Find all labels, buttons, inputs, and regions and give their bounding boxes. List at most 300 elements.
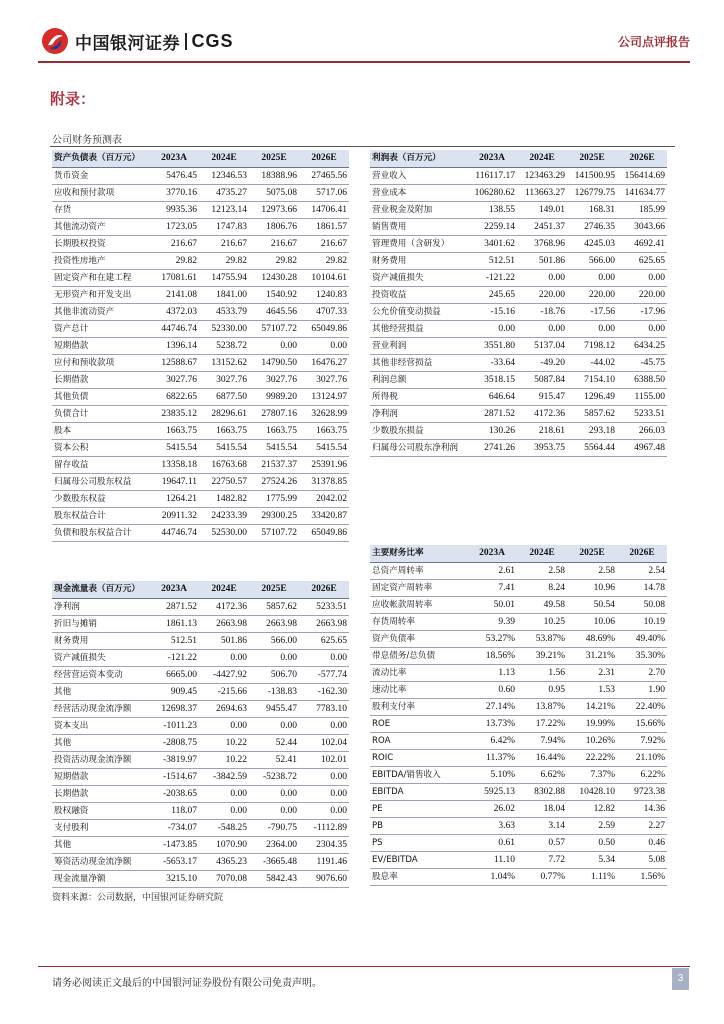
table-row: [370, 371, 667, 388]
year-header: 2023A: [149, 581, 199, 598]
row-label: 货币资金: [52, 167, 149, 184]
row-label: 其他非流动资产: [52, 303, 149, 320]
row-label: EBITDA/销售收入: [370, 766, 467, 783]
cell-value: 6.42%: [467, 732, 517, 749]
row-label: 营业税金及附加: [370, 201, 467, 218]
cell-value: 2.58: [517, 562, 567, 579]
cell-value: 0.00: [249, 649, 299, 666]
cell-value: -49.20: [517, 354, 567, 371]
cell-value: -15.16: [467, 303, 517, 320]
cell-value: 625.65: [299, 632, 349, 649]
cell-value: -4427.92: [199, 666, 249, 683]
cell-value: 15.66%: [617, 715, 667, 732]
cell-value: 5087.84: [517, 371, 567, 388]
cell-value: 1663.75: [249, 422, 299, 439]
cell-value: 22.40%: [617, 698, 667, 715]
table-title: 利润表（百万元）: [370, 150, 467, 167]
table-row: [370, 422, 667, 439]
cell-value: 5857.62: [567, 405, 617, 422]
cell-value: 646.64: [467, 388, 517, 405]
cell-value: 17.22%: [517, 715, 567, 732]
cell-value: -18.76: [517, 303, 567, 320]
cell-value: 9723.38: [617, 783, 667, 800]
cell-value: 10428.10: [567, 783, 617, 800]
cell-value: 2364.00: [249, 836, 299, 853]
row-label: 少数股东损益: [370, 422, 467, 439]
cell-value: 14706.41: [299, 201, 349, 218]
cell-value: 22.22%: [567, 749, 617, 766]
year-header: 2024E: [199, 581, 249, 598]
cell-value: 50.08: [617, 596, 667, 613]
cell-value: 2.70: [617, 664, 667, 681]
row-label: 投资收益: [370, 286, 467, 303]
row-label: 资产负债率: [370, 630, 467, 647]
cell-value: 501.86: [517, 252, 567, 269]
cell-value: -121.22: [467, 269, 517, 286]
cell-value: 3043.66: [617, 218, 667, 235]
cell-value: 10.19: [617, 613, 667, 630]
cell-value: 6822.65: [149, 388, 199, 405]
cell-value: 27807.16: [249, 405, 299, 422]
cell-value: 216.67: [199, 235, 249, 252]
cell-value: 10.22: [199, 751, 249, 768]
table-row: [52, 269, 349, 286]
cell-value: 13124.97: [299, 388, 349, 405]
cell-value: 10104.61: [299, 269, 349, 286]
row-label: 销售费用: [370, 218, 467, 235]
row-label: 营业利润: [370, 337, 467, 354]
table-row: [52, 598, 349, 615]
table-row: [370, 647, 667, 664]
cell-value: 5233.51: [299, 598, 349, 615]
row-label: PE: [370, 800, 467, 817]
cell-value: 18.04: [517, 800, 567, 817]
cell-value: 4172.36: [199, 598, 249, 615]
cell-value: 0.00: [299, 768, 349, 785]
cell-value: 6.62%: [517, 766, 567, 783]
cell-value: 12588.67: [149, 354, 199, 371]
table-row: [370, 715, 667, 732]
cell-value: 52.44: [249, 734, 299, 751]
cell-value: 6877.50: [199, 388, 249, 405]
row-label: 短期借款: [52, 768, 149, 785]
cell-value: 1.56%: [617, 868, 667, 885]
cell-value: 12430.28: [249, 269, 299, 286]
cell-value: 0.00: [199, 802, 249, 819]
table-row: [52, 649, 349, 666]
cell-value: 3027.76: [299, 371, 349, 388]
cell-value: 1723.05: [149, 218, 199, 235]
cell-value: 3401.62: [467, 235, 517, 252]
cell-value: 29300.25: [249, 507, 299, 524]
cell-value: 52530.00: [199, 524, 249, 541]
cell-value: 138.55: [467, 201, 517, 218]
cell-value: 0.00: [199, 649, 249, 666]
row-label: 归属母公司股东权益: [52, 473, 149, 490]
cell-value: 13.87%: [517, 698, 567, 715]
row-label: 支付股利: [52, 819, 149, 836]
row-label: 负债和股东权益合计: [52, 524, 149, 541]
cell-value: -138.83: [249, 683, 299, 700]
row-label: 其他: [52, 734, 149, 751]
cell-value: 11.10: [467, 851, 517, 868]
cell-value: 44746.74: [149, 320, 199, 337]
cell-value: 1540.92: [249, 286, 299, 303]
row-label: 应收和预付款项: [52, 184, 149, 201]
table-header-row: [52, 581, 349, 598]
cell-value: 0.50: [567, 834, 617, 851]
table-caption: 公司财务预测表: [52, 135, 122, 146]
cell-value: 1.04%: [467, 868, 517, 885]
table-row: [370, 800, 667, 817]
row-label: 管理费用（含研发）: [370, 235, 467, 252]
table-header-row: [370, 545, 667, 562]
cell-value: 0.00: [517, 269, 567, 286]
cell-value: 116117.17: [467, 167, 517, 184]
cell-value: 220.00: [567, 286, 617, 303]
row-label: 财务费用: [370, 252, 467, 269]
cell-value: -45.75: [617, 354, 667, 371]
cell-value: 12698.37: [149, 700, 199, 717]
table-row: [52, 524, 349, 541]
cell-value: 57107.72: [249, 524, 299, 541]
row-label: 长期借款: [52, 785, 149, 802]
row-label: 应付和预收款项: [52, 354, 149, 371]
cell-value: -548.25: [199, 819, 249, 836]
cell-value: 23835.12: [149, 405, 199, 422]
cell-value: 4372.03: [149, 303, 199, 320]
cell-value: 566.00: [567, 252, 617, 269]
row-label: 资产总计: [52, 320, 149, 337]
cell-value: 8.24: [517, 579, 567, 596]
table-row: [370, 201, 667, 218]
cell-value: 33420.87: [299, 507, 349, 524]
cell-value: 0.00: [199, 717, 249, 734]
cell-value: 3518.15: [467, 371, 517, 388]
table-row: [370, 269, 667, 286]
row-label: 净利润: [370, 405, 467, 422]
table-row: [370, 320, 667, 337]
cell-value: 2.61: [467, 562, 517, 579]
cell-value: 9989.20: [249, 388, 299, 405]
cell-value: 3953.75: [517, 439, 567, 456]
row-label: EV/EBITDA: [370, 851, 467, 868]
cell-value: 5415.54: [149, 439, 199, 456]
cell-value: 3215.10: [149, 870, 199, 887]
cell-value: 0.00: [249, 337, 299, 354]
row-label: 短期借款: [52, 337, 149, 354]
row-label: 股东权益合计: [52, 507, 149, 524]
table-row: [370, 851, 667, 868]
cell-value: 0.00: [467, 320, 517, 337]
cell-value: 16476.27: [299, 354, 349, 371]
cell-value: 156414.69: [617, 167, 667, 184]
cell-value: 21537.37: [249, 456, 299, 473]
row-label: 财务费用: [52, 632, 149, 649]
cell-value: 52.41: [249, 751, 299, 768]
table-row: [370, 337, 667, 354]
table-row: [370, 698, 667, 715]
cell-value: -3819.97: [149, 751, 199, 768]
cell-value: 1.90: [617, 681, 667, 698]
row-label: 经营营运资本变动: [52, 666, 149, 683]
cell-value: -2038.65: [149, 785, 199, 802]
company-logo: [40, 26, 234, 56]
table-row: [370, 405, 667, 422]
row-label: 少数股东权益: [52, 490, 149, 507]
cell-value: 218.61: [517, 422, 567, 439]
cell-value: 7154.10: [567, 371, 617, 388]
table-row: [370, 783, 667, 800]
table-row: [52, 853, 349, 870]
table-row: [52, 717, 349, 734]
table-row: [52, 201, 349, 218]
table-row: [370, 562, 667, 579]
cell-value: 7070.08: [199, 870, 249, 887]
cell-value: 57107.72: [249, 320, 299, 337]
row-label: 其他流动资产: [52, 218, 149, 235]
cell-value: 1396.14: [149, 337, 199, 354]
cell-value: 9.39: [467, 613, 517, 630]
cell-value: 106280.62: [467, 184, 517, 201]
cell-value: 5415.54: [199, 439, 249, 456]
cell-value: -3842.59: [199, 768, 249, 785]
table-row: [52, 836, 349, 853]
cell-value: 31378.85: [299, 473, 349, 490]
logo-chinese-name: 中国银河证券: [75, 33, 180, 54]
cell-value: 29.82: [149, 252, 199, 269]
cell-value: 27.14%: [467, 698, 517, 715]
cell-value: 29.82: [249, 252, 299, 269]
table-row: [52, 388, 349, 405]
row-label: 其他非经营损益: [370, 354, 467, 371]
cell-value: 1747.83: [199, 218, 249, 235]
cell-value: 5075.08: [249, 184, 299, 201]
row-label: 营业收入: [370, 167, 467, 184]
cell-value: 4245.03: [567, 235, 617, 252]
cell-value: 4365.23: [199, 853, 249, 870]
cell-value: 0.00: [617, 269, 667, 286]
row-label: 归属母公司股东净利润: [370, 439, 467, 456]
cell-value: 102.01: [299, 751, 349, 768]
cell-value: 6665.00: [149, 666, 199, 683]
row-label: 无形资产和开发支出: [52, 286, 149, 303]
cell-value: 18.56%: [467, 647, 517, 664]
table-row: [370, 868, 667, 885]
table-row: [370, 732, 667, 749]
cell-value: 29.82: [299, 252, 349, 269]
cell-value: 2042.02: [299, 490, 349, 507]
cell-value: 48.69%: [567, 630, 617, 647]
cell-value: 1663.75: [199, 422, 249, 439]
cell-value: 14755.94: [199, 269, 249, 286]
table-row: [52, 666, 349, 683]
table-row: [370, 218, 667, 235]
cell-value: 2.59: [567, 817, 617, 834]
row-label: 应收帐款周转率: [370, 596, 467, 613]
row-label: 其他: [52, 836, 149, 853]
cell-value: 1.13: [467, 664, 517, 681]
table-row: [370, 766, 667, 783]
row-label: 流动比率: [370, 664, 467, 681]
cell-value: 1861.57: [299, 218, 349, 235]
cell-value: -1011.23: [149, 717, 199, 734]
logo-english-name: CGS: [191, 30, 234, 51]
cell-value: 22750.57: [199, 473, 249, 490]
year-header: 2026E: [617, 150, 667, 167]
cell-value: 10.26%: [567, 732, 617, 749]
year-header: 2025E: [249, 150, 299, 167]
cell-value: -1514.67: [149, 768, 199, 785]
cell-value: -17.56: [567, 303, 617, 320]
table-row: [370, 303, 667, 320]
financial-ratios-table: [370, 545, 667, 886]
table-row: [52, 337, 349, 354]
table-header-row: [52, 150, 349, 167]
page-number: 3: [672, 968, 689, 990]
cell-value: 0.00: [517, 320, 567, 337]
cell-value: 566.00: [249, 632, 299, 649]
cell-value: 0.00: [199, 785, 249, 802]
row-label: 营业成本: [370, 184, 467, 201]
cell-value: 4967.48: [617, 439, 667, 456]
cell-value: -33.64: [467, 354, 517, 371]
year-header: 2026E: [299, 581, 349, 598]
cell-value: 501.86: [199, 632, 249, 649]
cell-value: 14.78: [617, 579, 667, 596]
cell-value: 6388.50: [617, 371, 667, 388]
cell-value: 0.60: [467, 681, 517, 698]
cell-value: 0.00: [299, 785, 349, 802]
cell-value: 506.70: [249, 666, 299, 683]
cell-value: 266.03: [617, 422, 667, 439]
cell-value: 26.02: [467, 800, 517, 817]
cell-value: 0.00: [567, 320, 617, 337]
cell-value: 27465.56: [299, 167, 349, 184]
balance-sheet-table: [52, 150, 349, 542]
cell-value: 2141.08: [149, 286, 199, 303]
row-label: 其他经营损益: [370, 320, 467, 337]
cell-value: 52330.00: [199, 320, 249, 337]
row-label: 存货: [52, 201, 149, 218]
row-label: EBITDA: [370, 783, 467, 800]
cell-value: 5842.43: [249, 870, 299, 887]
cell-value: 5476.45: [149, 167, 199, 184]
cell-value: 1264.21: [149, 490, 199, 507]
cell-value: 3027.76: [199, 371, 249, 388]
table-row: [370, 749, 667, 766]
cell-value: 2.58: [567, 562, 617, 579]
cell-value: 5.34: [567, 851, 617, 868]
cell-value: 21.10%: [617, 749, 667, 766]
table-row: [370, 354, 667, 371]
table-row: [52, 751, 349, 768]
year-header: 2023A: [467, 545, 517, 562]
cell-value: 3768.96: [517, 235, 567, 252]
cell-value: 5137.04: [517, 337, 567, 354]
table-row: [370, 184, 667, 201]
row-label: 筹资活动现金流净额: [52, 853, 149, 870]
cell-value: 220.00: [517, 286, 567, 303]
table-row: [52, 235, 349, 252]
table-row: [52, 734, 349, 751]
cell-value: 1806.76: [249, 218, 299, 235]
cell-value: 11.37%: [467, 749, 517, 766]
table-row: [370, 613, 667, 630]
cell-value: 0.00: [617, 320, 667, 337]
table-row: [370, 235, 667, 252]
table-row: [52, 490, 349, 507]
row-label: 股本: [52, 422, 149, 439]
cell-value: -121.22: [149, 649, 199, 666]
table-row: [370, 388, 667, 405]
cell-value: 35.30%: [617, 647, 667, 664]
cell-value: 4172.36: [517, 405, 567, 422]
cell-value: 216.67: [149, 235, 199, 252]
cell-value: 2451.37: [517, 218, 567, 235]
row-label: 资本支出: [52, 717, 149, 734]
table-row: [52, 354, 349, 371]
cell-value: 19647.11: [149, 473, 199, 490]
table-row: [52, 700, 349, 717]
table-row: [52, 785, 349, 802]
table-row: [52, 303, 349, 320]
cell-value: 245.65: [467, 286, 517, 303]
cell-value: 7198.12: [567, 337, 617, 354]
cell-value: 0.57: [517, 834, 567, 851]
table-row: [370, 167, 667, 184]
cell-value: 168.31: [567, 201, 617, 218]
cell-value: 5233.51: [617, 405, 667, 422]
table-title: 现金流量表（百万元）: [52, 581, 149, 598]
table-title: 资产负债表（百万元）: [52, 150, 149, 167]
cell-value: 1240.83: [299, 286, 349, 303]
cell-value: 1070.90: [199, 836, 249, 853]
cell-value: 5717.06: [299, 184, 349, 201]
table-row: [52, 184, 349, 201]
cell-value: 5.10%: [467, 766, 517, 783]
row-label: 其他负债: [52, 388, 149, 405]
cell-value: 141500.95: [567, 167, 617, 184]
cell-value: 1.11%: [567, 868, 617, 885]
row-label: 投资性房地产: [52, 252, 149, 269]
cell-value: 65049.86: [299, 524, 349, 541]
table-row: [370, 681, 667, 698]
cell-value: 2.54: [617, 562, 667, 579]
row-label: 资产减值损失: [370, 269, 467, 286]
logo-separator: [185, 33, 187, 50]
cell-value: 3027.76: [149, 371, 199, 388]
table-row: [370, 286, 667, 303]
cell-value: 13358.18: [149, 456, 199, 473]
cell-value: 3770.16: [149, 184, 199, 201]
cell-value: 2663.98: [299, 615, 349, 632]
cell-value: 32628.99: [299, 405, 349, 422]
cell-value: 1861.13: [149, 615, 199, 632]
table-row: [52, 615, 349, 632]
page-header: [0, 0, 724, 62]
row-label: 净利润: [52, 598, 149, 615]
cell-value: 1663.75: [149, 422, 199, 439]
table-row: [370, 817, 667, 834]
row-label: 股利支付率: [370, 698, 467, 715]
year-header: 2026E: [617, 545, 667, 562]
cell-value: 0.61: [467, 834, 517, 851]
cell-value: 1.53: [567, 681, 617, 698]
row-label: ROE: [370, 715, 467, 732]
cell-value: 0.00: [299, 649, 349, 666]
cell-value: 50.01: [467, 596, 517, 613]
